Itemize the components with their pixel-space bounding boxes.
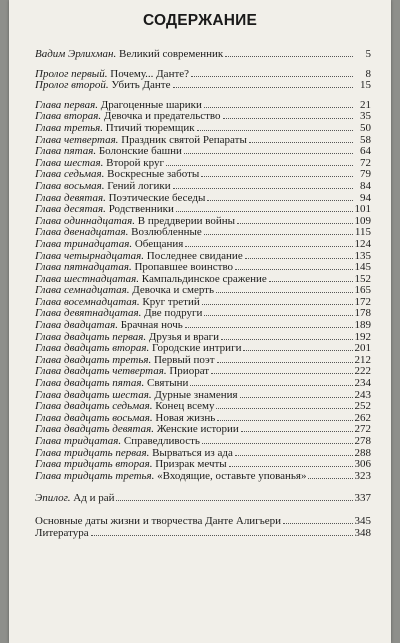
toc-entry: [35, 145, 371, 157]
toc-entry-lead: Глава пятая.: [35, 145, 97, 158]
toc-entry-page-number: 8: [365, 67, 371, 80]
table-of-contents: [35, 48, 371, 538]
toc-entry-page-number: 172: [354, 295, 371, 308]
book-page: [9, 0, 391, 643]
toc-entry-lead: Глава шестнадцатая.: [35, 272, 140, 285]
section-gap: [35, 504, 371, 515]
toc-entry-page-number: 79: [360, 168, 371, 181]
toc-entry-title: Возлюбленные: [131, 226, 202, 239]
toc-entry: [35, 284, 371, 296]
dot-leader: [269, 273, 353, 282]
toc-entry: [35, 447, 371, 459]
toc-entry-page-number: 109: [354, 214, 371, 227]
toc-entry-lead: Глава шестая.: [35, 156, 104, 169]
toc-entry-page-number: 189: [354, 319, 371, 332]
toc-entry-page-number: 94: [360, 191, 371, 204]
toc-entry-title: Великий современник: [119, 48, 224, 60]
toc-entry-lead: Глава семнадцатая.: [35, 284, 130, 297]
toc-entry-page-number: 192: [354, 330, 371, 343]
toc-entry-page-number: 345: [354, 514, 371, 527]
toc-entry-lead: Глава двадцатая.: [35, 319, 118, 332]
dot-leader: [225, 48, 353, 57]
dot-leader: [216, 400, 352, 409]
toc-entry-title: Родственники: [108, 203, 174, 216]
toc-entry: [35, 515, 371, 527]
toc-entry-title: Первый поэт: [153, 353, 215, 366]
toc-entry-page-number: 262: [354, 411, 371, 424]
toc-entry-title: В преддверии войны: [137, 214, 236, 227]
toc-entry-title: Дурные знамения: [154, 388, 238, 401]
toc-entry: [35, 331, 371, 343]
toc-entry-page-number: 72: [360, 156, 371, 169]
dot-leader: [216, 284, 352, 293]
dot-leader: [204, 99, 353, 108]
toc-entry-page-number: 84: [360, 179, 371, 192]
toc-entry: [35, 435, 371, 447]
dot-leader: [243, 342, 352, 351]
dot-leader: [204, 226, 353, 235]
toc-entry: [35, 354, 371, 366]
toc-entry-title: Драгоценные шарики: [100, 98, 202, 111]
toc-entry: [35, 168, 371, 180]
dot-leader: [221, 331, 352, 340]
toc-entry-page-number: 124: [354, 237, 371, 250]
toc-entry-page-number: 222: [354, 365, 371, 378]
toc-entry-page-number: 306: [354, 458, 371, 471]
dot-leader: [202, 435, 353, 444]
toc-entry-title: Пропавшее воинство: [134, 261, 234, 274]
toc-entry-lead: Глава двадцать третья.: [35, 353, 152, 366]
toc-entry-title: Приорат: [169, 365, 210, 378]
toc-entry-lead: Глава двадцать пятая.: [35, 377, 145, 390]
contents-heading: СОДЕРЖАНИЕ: [142, 12, 258, 29]
toc-entry-page-number: 135: [354, 249, 371, 262]
toc-entry-lead: Глава двадцать восьмая.: [35, 411, 153, 424]
toc-entry-label: [35, 493, 114, 505]
toc-entry-title: Призрак мечты: [155, 458, 227, 471]
toc-entry-page-number: 5: [365, 48, 371, 60]
toc-entry: [35, 458, 371, 470]
toc-entry-lead: Глава тридцатая.: [35, 435, 122, 447]
toc-entry-title: Ад и рай: [73, 492, 115, 505]
dot-leader: [308, 470, 352, 479]
dot-leader: [240, 389, 353, 398]
toc-entry: [35, 192, 371, 204]
toc-entry-page-number: 272: [354, 423, 371, 436]
dot-leader: [166, 157, 353, 166]
toc-entry-lead: Глава тридцать первая.: [35, 446, 150, 459]
toc-entry-page-number: 212: [354, 353, 371, 366]
dot-leader: [190, 377, 352, 386]
toc-entry-page-number: 58: [360, 133, 371, 146]
toc-entry-title: Девочка и предательство: [103, 110, 221, 123]
toc-entry: [35, 342, 371, 354]
section-gap: [35, 481, 371, 492]
toc-entry-lead: Глава тринадцатая.: [35, 237, 133, 250]
dot-leader: [91, 527, 353, 536]
toc-entry-lead: Глава тридцать вторая.: [35, 458, 153, 471]
dot-leader: [217, 412, 352, 421]
toc-entry: [35, 99, 371, 111]
toc-entry-page-number: 278: [354, 435, 371, 447]
toc-entry: [35, 377, 371, 389]
dot-leader: [235, 447, 353, 456]
toc-entry-title: Справедливость: [123, 435, 200, 447]
toc-entry-page-number: 348: [354, 526, 371, 539]
dot-leader: [207, 192, 353, 201]
toc-entry: [35, 470, 371, 482]
toc-entry-title: Кампальдинское сражение: [141, 272, 267, 285]
toc-entry-title: Друзья и враги: [148, 330, 220, 343]
toc-entry-title: Почему... Данте?: [110, 67, 190, 80]
toc-entry-title: Праздник святой Репараты: [121, 133, 247, 146]
toc-entry: [35, 527, 371, 539]
toc-entry-label: [35, 49, 223, 61]
toc-entry-lead: Глава двадцать первая.: [35, 330, 147, 343]
toc-entry-page-number: 252: [354, 400, 371, 413]
toc-entry: [35, 250, 371, 262]
dot-leader: [173, 79, 354, 88]
dot-leader: [241, 423, 353, 432]
toc-entry-page-number: 178: [354, 307, 371, 320]
toc-entry-lead: Глава восьмая.: [35, 179, 105, 192]
dot-leader: [211, 365, 352, 374]
toc-entry-title: Городские интриги: [152, 342, 242, 355]
dot-leader: [173, 180, 353, 189]
toc-entry-label: [35, 80, 171, 92]
toc-entry-title: Обещания: [134, 237, 184, 250]
toc-entry: [35, 238, 371, 250]
toc-entry-lead: Пролог второй.: [35, 79, 109, 92]
dot-leader: [176, 203, 353, 212]
toc-entry-page-number: 288: [354, 446, 371, 459]
toc-entry-lead: Глава четвертая.: [35, 133, 119, 146]
toc-entry-title: Птичий тюремщик: [105, 121, 195, 134]
section-gap: [35, 91, 371, 99]
toc-entry-label: [35, 471, 306, 483]
toc-entry-page-number: 101: [354, 203, 371, 216]
toc-entry: [35, 492, 371, 504]
dot-leader: [201, 168, 353, 177]
toc-entry: [35, 412, 371, 424]
toc-entry-page-number: 165: [354, 284, 371, 297]
toc-entry-page-number: 152: [354, 272, 371, 285]
toc-entry-title: Святыни: [147, 377, 189, 390]
toc-entry: [35, 365, 371, 377]
toc-entry-page-number: 64: [360, 145, 371, 158]
toc-entry-lead: Глава первая.: [35, 98, 98, 111]
toc-entry-page-number: 243: [354, 388, 371, 401]
dot-leader: [245, 250, 353, 259]
section-gap: [35, 60, 371, 68]
toc-entry-page-number: 50: [360, 121, 371, 134]
dot-leader: [185, 319, 353, 328]
toc-entry-title: Две подруги: [144, 307, 203, 320]
toc-entry-lead: Глава десятая.: [35, 203, 106, 216]
toc-entry-page-number: 323: [354, 469, 371, 482]
toc-entry-title: Последнее свидание: [146, 249, 243, 262]
toc-entry-title: Вырваться из ада: [152, 446, 233, 459]
dot-leader: [229, 458, 353, 467]
toc-entry-title: Гений логики: [107, 179, 171, 192]
toc-entry-lead: Глава двадцать седьмая.: [35, 400, 153, 413]
front-matter-section: [35, 48, 371, 91]
toc-entry-lead: Глава двенадцатая.: [35, 226, 129, 239]
toc-entry-lead: Глава третья.: [35, 121, 104, 134]
toc-entry-lead: Глава тридцать третья.: [35, 469, 155, 482]
toc-entry-title: Второй круг: [106, 156, 165, 169]
dot-leader: [184, 145, 353, 154]
toc-entry-lead: Глава девятая.: [35, 191, 106, 204]
toc-entry-lead: Глава пятнадцатая.: [35, 261, 132, 274]
dot-leader: [237, 215, 352, 224]
toc-entry-page-number: 35: [360, 110, 371, 123]
toc-entry-page-number: 337: [354, 492, 371, 505]
toc-entry-page-number: 145: [354, 261, 371, 274]
dot-leader: [249, 134, 353, 143]
dot-leader: [185, 238, 352, 247]
toc-entry-page-number: 201: [354, 342, 371, 355]
toc-entry-lead: Глава двадцать девятая.: [35, 423, 154, 436]
dot-leader: [223, 110, 353, 119]
toc-entry-title: Девочка и смерть: [132, 284, 215, 297]
toc-entry-title: Круг третий: [142, 295, 200, 308]
dot-leader: [217, 354, 353, 363]
toc-entry: [35, 307, 371, 319]
toc-entry: [35, 122, 371, 134]
toc-entry: [35, 134, 371, 146]
dot-leader: [116, 492, 352, 501]
toc-entry-title: «Входящие, оставьте упованья»: [157, 469, 307, 482]
toc-entry: [35, 180, 371, 192]
toc-entry: [35, 215, 371, 227]
toc-entry-lead: Вадим Эрлихман.: [35, 48, 117, 60]
toc-entry-lead: Пролог первый.: [35, 67, 108, 80]
toc-entry-lead: Глава двадцать четвертая.: [35, 365, 167, 378]
toc-entry-page-number: 15: [360, 79, 371, 92]
toc-entry-lead: Глава двадцать вторая.: [35, 342, 150, 355]
toc-entry: [35, 68, 371, 80]
dot-leader: [204, 307, 352, 316]
toc-entry: [35, 79, 371, 91]
toc-entry-lead: Глава девятнадцатая.: [35, 307, 142, 320]
dot-leader: [191, 68, 353, 77]
toc-entry: [35, 261, 371, 273]
toc-entry-title: Воскресные заботы: [107, 168, 200, 181]
dot-leader: [197, 122, 353, 131]
toc-entry: [35, 319, 371, 331]
toc-entry-lead: Эпилог.: [35, 492, 71, 505]
epilogue-section: [35, 492, 371, 504]
toc-entry: [35, 203, 371, 215]
toc-entry-title: Новая жизнь: [155, 411, 216, 424]
toc-entry-lead: Глава вторая.: [35, 110, 102, 123]
toc-entry: [35, 110, 371, 122]
toc-entry-lead: Глава одиннадцатая.: [35, 214, 136, 227]
back-matter-section: [35, 515, 371, 538]
toc-entry-label: [35, 528, 89, 540]
toc-entry-lead: Глава двадцать шестая.: [35, 388, 152, 401]
toc-entry: [35, 423, 371, 435]
dot-leader: [283, 515, 353, 524]
toc-entry-title: Болонские башни: [98, 145, 182, 158]
toc-entry-title: Женские истории: [156, 423, 239, 436]
toc-entry-lead: Глава седьмая.: [35, 168, 105, 181]
toc-entry: [35, 157, 371, 169]
dot-leader: [202, 296, 353, 305]
toc-entry-page-number: 21: [360, 98, 371, 111]
toc-entry-title: Поэтические беседы: [108, 191, 206, 204]
toc-entry: [35, 48, 371, 60]
chapters-section: [35, 99, 371, 482]
toc-entry: [35, 273, 371, 285]
toc-entry-lead: Глава восемнадцатая.: [35, 295, 140, 308]
toc-entry-page-number: 234: [354, 377, 371, 390]
toc-entry: [35, 389, 371, 401]
toc-entry: [35, 226, 371, 238]
toc-entry-title: Основные даты жизни и творчества Данте Алигьери: [35, 514, 281, 527]
toc-entry-title: Убить Данте: [111, 79, 171, 92]
toc-entry-title: Брачная ночь: [120, 319, 183, 332]
toc-entry-lead: Глава четырнадцатая.: [35, 249, 145, 262]
toc-entry: [35, 296, 371, 308]
toc-entry-title: Конец всему: [155, 400, 215, 413]
toc-entry: [35, 400, 371, 412]
toc-entry-title: Литература: [35, 526, 89, 539]
toc-entry-page-number: 115: [354, 226, 371, 239]
dot-leader: [235, 261, 352, 270]
